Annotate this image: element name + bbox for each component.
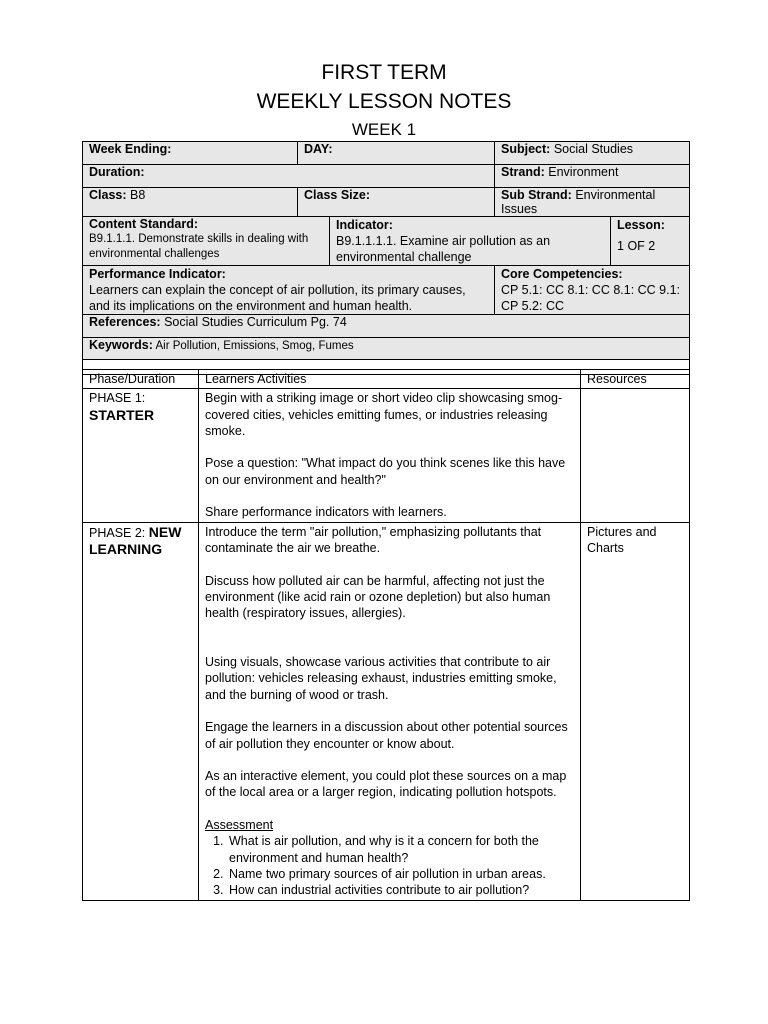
sub-strand-label: Sub Strand:: [501, 188, 572, 202]
core-competencies-value: CP 5.1: CC 8.1: CC 8.1: CC 9.1: CP 5.2: CC: [501, 283, 681, 313]
phase-1-cell: [83, 389, 199, 522]
column-header-resources: Resources: [581, 370, 690, 389]
indicator-label: Indicator:: [336, 218, 393, 232]
phase-2-prefix: PHASE 2:: [89, 525, 146, 540]
week-label: WEEK 1: [351, 120, 417, 139]
day-label: DAY:: [304, 142, 333, 156]
document-title: FIRST TERM: [321, 61, 447, 84]
references-label: References:: [89, 315, 161, 329]
phase-1-name: STARTER: [89, 406, 155, 423]
document-subtitle: WEEKLY LESSON NOTES: [256, 90, 512, 113]
assessment-item: 2. Name two primary sources of air pollution in urban areas.: [227, 866, 574, 882]
duration-label: Duration:: [89, 165, 145, 179]
assessment-title: Assessment: [205, 818, 274, 833]
performance-indicator-value: Learners can explain the concept of air pollution, its primary causes, and its implications on the environment and human health.: [89, 283, 466, 313]
assessment-list: [205, 833, 574, 898]
strand-label: Strand:: [501, 165, 545, 179]
sub-strand-cell: [495, 188, 690, 217]
phase-2-resources: Pictures and Charts: [581, 522, 690, 900]
phase-2-cell: [83, 522, 199, 900]
keywords-label: Keywords:: [89, 338, 153, 352]
subject-value: Social Studies: [553, 142, 634, 156]
phase-2-activities: [199, 522, 581, 900]
table-row: [83, 522, 690, 900]
week-ending-cell: [83, 142, 298, 165]
phase-1-prefix: PHASE 1:: [89, 391, 146, 406]
core-competencies-label: Core Competencies:: [501, 267, 623, 281]
table-header-row: [83, 370, 690, 389]
column-header-activities: Learners Activities: [199, 370, 581, 389]
performance-indicator-label: Performance Indicator:: [89, 267, 226, 281]
activity-paragraph: Begin with a striking image or short video clip showcasing smog-covered cities, vehicles emitting fumes, or industries releasing smoke.: [205, 391, 563, 438]
lesson-header-table: [82, 141, 690, 375]
phase-2-name-part2: LEARNING: [89, 540, 163, 557]
subject-label: Subject:: [501, 142, 551, 156]
sub-strand-value: Environmental Issues: [501, 188, 656, 216]
assessment-item: 1. What is air pollution, and why is it a concern for both the environment and human health?: [227, 833, 574, 866]
core-competencies-cell: [495, 266, 690, 315]
indicator-cell: [330, 217, 611, 266]
lesson-phases-table: [82, 369, 690, 901]
activity-paragraph: Share performance indicators with learners.: [205, 505, 447, 520]
class-label: Class:: [89, 188, 127, 202]
strand-cell: [495, 165, 690, 188]
content-standard-label: Content Standard:: [89, 217, 199, 231]
table-row: [83, 389, 690, 522]
lesson-value: 1 OF 2: [617, 239, 656, 253]
column-header-phase: Phase/Duration: [83, 370, 199, 389]
class-size-label: Class Size:: [304, 188, 371, 202]
class-value: B8: [130, 188, 146, 202]
strand-value: Environment: [548, 165, 619, 179]
class-size-cell: [298, 188, 495, 217]
indicator-value: B9.1.1.1.1. Examine air pollution as an environmental challenge: [336, 234, 551, 264]
keywords-cell: [83, 338, 690, 360]
content-standard-cell: [83, 217, 330, 266]
references-cell: [83, 315, 690, 338]
duration-cell: [83, 165, 495, 188]
activity-paragraph: Using visuals, showcase various activities that contribute to air pollution: vehicles releasing exhaust, industries emitting smoke, and the burning of wood or trash.: [205, 655, 557, 702]
activity-paragraph: Engage the learners in a discussion about other potential sources of air pollution they encounter or know about.: [205, 720, 568, 751]
class-cell: [83, 188, 298, 217]
week-ending-label: Week Ending:: [89, 142, 172, 156]
references-value: Social Studies Curriculum Pg. 74: [164, 315, 347, 329]
keywords-value: Air Pollution, Emissions, Smog, Fumes: [155, 340, 354, 352]
lesson-label: Lesson:: [617, 218, 665, 232]
assessment-item: 3. How can industrial activities contribute to air pollution?: [227, 882, 574, 898]
activity-paragraph: Pose a question: "What impact do you think scenes like this have on our environment and health?": [205, 456, 566, 487]
performance-indicator-cell: [83, 266, 495, 315]
content-standard-value: B9.1.1.1. Demonstrate skills in dealing with environmental challenges: [89, 233, 309, 260]
phase-2-name-part1: NEW: [148, 523, 182, 540]
activity-paragraph: Introduce the term "air pollution," emphasizing pollutants that contaminate the air we breathe.: [205, 524, 542, 555]
subject-cell: [495, 142, 690, 165]
day-cell: [298, 142, 495, 165]
phase-1-activities: [199, 389, 581, 522]
phase-1-resources: [581, 389, 690, 522]
lesson-cell: [611, 217, 690, 266]
activity-paragraph: Discuss how polluted air can be harmful, affecting not just the environment (like acid rain or ozone depletion) but also human health (respiratory issues, allergies).: [205, 573, 551, 621]
activity-paragraph: As an interactive element, you could plot these sources on a map of the local area or a larger region, indicating pollution hotspots.: [205, 769, 567, 800]
